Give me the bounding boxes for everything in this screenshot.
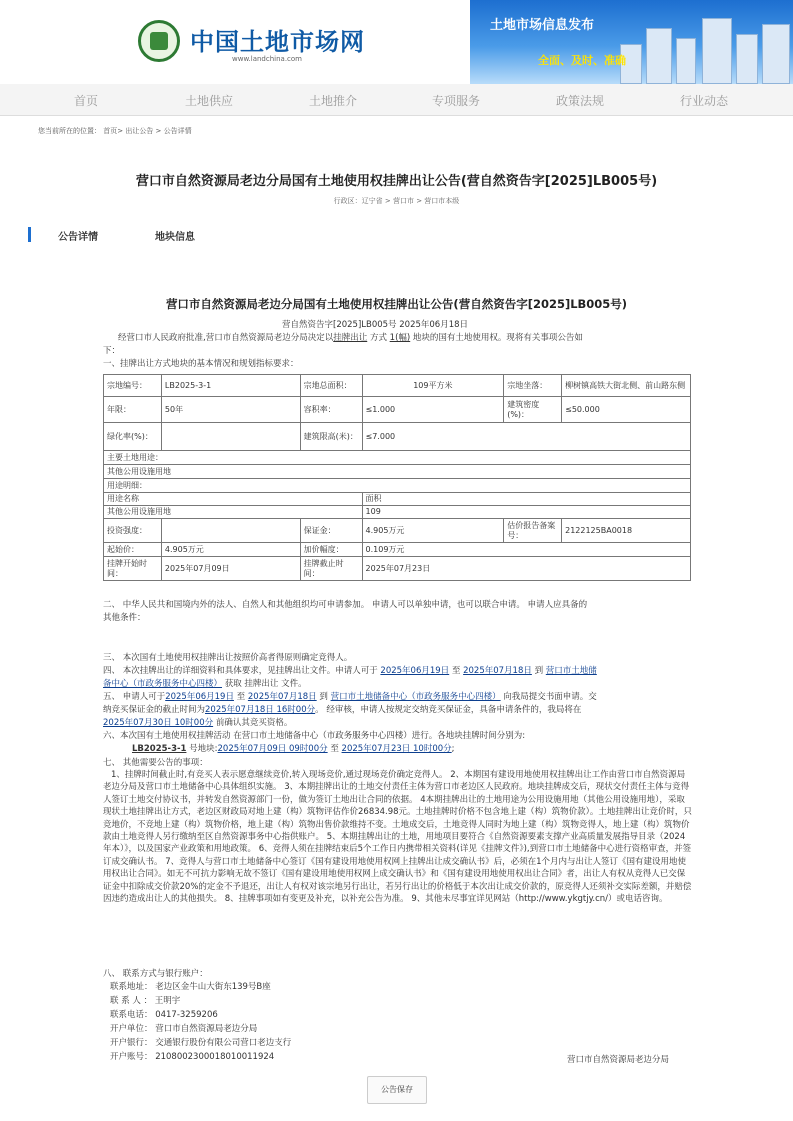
signature: 营口市自然资源局老边分局 bbox=[567, 1055, 670, 1065]
banner-title: 土地市场信息发布 bbox=[490, 18, 595, 33]
region-path: 行政区：辽宁省 > 营口市 > 营口市本级 bbox=[333, 197, 460, 205]
contact-address: 联系地址： 老边区金牛山大街东139号B座 bbox=[110, 982, 271, 992]
site-name[interactable]: 中国土地市场网 bbox=[190, 27, 365, 56]
section-8-heading: 八、 联系方式与银行账户： bbox=[103, 969, 208, 979]
breadcrumb[interactable]: 您当前所在的位置： 首页> 出让公告 > 公告详情 bbox=[38, 127, 192, 135]
nav-land-supply[interactable]: 土地供应 bbox=[185, 94, 234, 108]
doc-subline: 营自然资告字[2025]LB005号 2025年06月18日 bbox=[282, 320, 469, 330]
doc-title: 营口市自然资源局老边分局国有土地使用权挂牌出让公告(营自然资告字[2025]LB005号) bbox=[165, 297, 628, 311]
intro-line: 经营口市人民政府批准,营口市自然资源局老边分局决定以挂牌出让 方式 1(幅) 地块的国有土地使用权。现将有关事项公告如 bbox=[118, 333, 583, 343]
section-6-line-2: LB2025-3-1 号地块:2025年07月09日 09时00分 至 2025年07月23日 10时00分; bbox=[132, 744, 455, 754]
section-6: 六、本次国有土地使用权挂牌活动 在营口市土地储备中心（市政务服务中心四楼）进行。各地块挂牌时间分别为: bbox=[103, 731, 526, 741]
contact-phone: 联系电话： 0417-3259206 bbox=[110, 1010, 218, 1020]
tab-parcel-info[interactable]: 地块信息 bbox=[155, 232, 195, 243]
landchina-logo[interactable] bbox=[138, 20, 180, 62]
section-4-line-2: 备中心（市政务服务中心四楼） 获取 挂牌出让 文件。 bbox=[103, 679, 307, 689]
nav-home[interactable]: 首页 bbox=[74, 94, 99, 108]
header-banner bbox=[470, 0, 793, 84]
parcel-table: 宗地编号： LB2025-3-1 宗地总面积： 109平方米 宗地坐落： 柳树镇高铁大街北侧、前山路东侧 年限： 50年 容积率： ≤1.000 建筑密度(%)： ≤50.000 绿化率(%)： 建筑限高(米)： ≤7.000 主要土地用途： 其他公用设施用地 用途明细： 用途名称 面积 其他公用设施用地 109 投资强度： 保证金： 4.905万元 估价报告备案号： 2122125BA0018 起始价： 4.905万元 加价幅度： 0.109万元 挂牌开始时间： 2025年07月09日 挂牌截止时间： 2025年07月23日 bbox=[103, 374, 691, 581]
section-5-line-3: 2025年07月30日 10时00分 前确认其竞买资格。 bbox=[103, 718, 293, 728]
nav-industry-news[interactable]: 行业动态 bbox=[680, 94, 729, 108]
contact-person: 联 系 人 ： 王明宇 bbox=[110, 996, 181, 1006]
account-bank: 开户银行： 交通银行股份有限公司营口老边支行 bbox=[110, 1038, 292, 1048]
section-7-body: 1、挂牌时间截止时,有竞买人表示愿意继续竞价,转入现场竞价,通过现场竞价确定竞得人。 2、本期国有建设用地使用权挂牌出让工作由营口市自然资源局老边分局及营口市土地储备中心具体组织实施。 3、本期挂牌出让的土地交付责任主体为营口市老边区人民政府。地块挂牌成交后，现状交付责任主体与竞得人签订土地交付协议书，并转发自然资源部门一份，做为签订土地出让合同的依据。 4本期挂牌出让的土地用途为公用设施用地（其他公用设施用地），采取现状土地挂牌出让方式，老边区财政局对地上建（构）筑物评估作价26834.98元。土地挂牌时价格不包含地上建（构）筑物价款）。土地挂牌出让竞价时，只竞地价，不竞地上建（构）筑物价格，地上建（构）筑物出售价款维持不变。土地成交后，土地竞得人同时为地上建（构）筑物竞得人，地上建（构）筑物价款由土地竞得人另行缴纳至区自然资源事务中心指供账户。 5、本期挂牌出让的土地，用地项目要符合《自然资源要素支撑产业高质量发展指导目录（2024年本）》，以及国家产业政策和用地政策。 6、竞得人须在挂牌结束后5个工作日内携带相关资料(详见《挂牌文件》),到营口市土地储备中心进行资格审查，并签订成交确认书。 7、竞得人与营口市土地储备中心签订《国有建设用地使用权网上挂牌出让成交确认书》后，必须在1个月内与出让人签订《国有建设用地使用权出让合同》。如无不可抗力影响无故不签订《国有建设用地使用权网上成交确认书》和《国有建设用地使用权出让合同》者，出让人有权从竞得人已交保证金中扣除成交价款20%的定金不予退还，出让人有权对该宗地另行出让，若另行出让的价格低于本次出让成交价款的，原竞得人还须补交实际差额，并赔偿因违约造成出让人的其他损失。 8、挂牌事项如有变更及补充，以补充公告为准。 9、其他未尽事宜详见网站（http://www.ykgtjy.cn/）或电话咨询。 bbox=[103, 770, 692, 905]
account-unit: 开户单位： 营口市自然资源局老边分局 bbox=[110, 1024, 258, 1034]
site-url: www.landchina.com bbox=[232, 55, 303, 63]
nav-land-promotion[interactable]: 土地推介 bbox=[309, 94, 358, 108]
site-header bbox=[0, 0, 793, 84]
section-3: 三、 本次国有土地使用权挂牌出让按照价高者得原则确定竞得人。 bbox=[103, 653, 353, 663]
detail-tabs bbox=[28, 222, 768, 246]
tab-announcement-detail[interactable]: 公告详情 bbox=[58, 232, 98, 243]
section-4: 四、 本次挂牌出让的详细资料和具体要求，见挂牌出让文件。申请人可于 2025年06月19日 至 2025年07月18日 到 营口市土地储 bbox=[103, 666, 597, 676]
intro-line-2: 下： bbox=[103, 346, 121, 356]
active-tab-marker bbox=[28, 227, 31, 242]
account-number: 开户账号： 210800230001801001​1924 bbox=[110, 1052, 275, 1062]
page-title: 营口市自然资源局老边分局国有土地使用权挂牌出让公告(营自然资告字[2025]LB005号) bbox=[135, 174, 658, 189]
section-7-heading: 七、 其他需要公告的事项： bbox=[103, 758, 208, 768]
section-2-conditions: 其他条件： bbox=[103, 613, 146, 623]
section-1-heading: 一、挂牌出让方式地块的基本情况和规划指标要求： bbox=[103, 359, 299, 369]
nav-special-services[interactable]: 专项服务 bbox=[432, 94, 481, 108]
section-2: 二、 中华人民共和国境内外的法人、自然人和其他组织均可申请参加。 申请人可以单独申请，也可以联合申请。 申请人应具备的 bbox=[103, 600, 588, 610]
main-nav bbox=[0, 84, 793, 116]
nav-policies[interactable]: 政策法规 bbox=[556, 94, 605, 108]
section-5-line-2: 纳竞买保证金的截止时间为2025年07月18日 16时00分。 经审核，申请人按规定交纳竞买保证金，具备申请条件的，我局将在 bbox=[103, 705, 582, 715]
banner-slogan: 全面、及时、准确 bbox=[538, 54, 626, 67]
save-announcement-button[interactable]: 公告保存 bbox=[367, 1076, 427, 1104]
section-5: 五、 申请人可于2025年06月19日 至 2025年07月18日 到 营口市土地储备中心（市政务服务中心四楼） 向我局提交书面申请。交 bbox=[103, 692, 597, 702]
